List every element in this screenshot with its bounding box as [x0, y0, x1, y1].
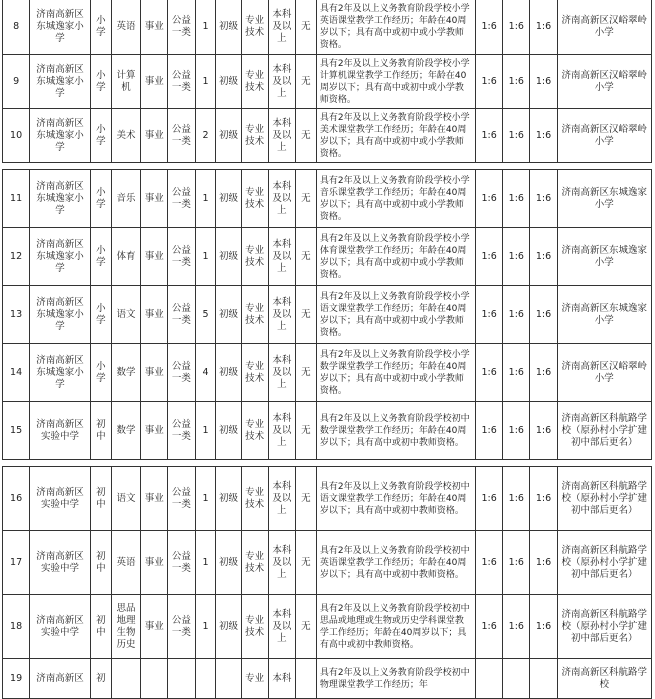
- cell-edu: 本科及以上: [268, 55, 295, 109]
- cell-loc: 济南高新区科航路学校（原孙村小学扩建初中部后更名）: [557, 467, 651, 531]
- cell-category: 公益一类: [168, 344, 195, 402]
- cell-type: 事业: [141, 595, 168, 659]
- cell-level: 初中: [90, 595, 111, 659]
- cell-unit: 济南高新区东城逸家小学: [30, 228, 91, 286]
- cell-edu: 本科: [268, 659, 295, 699]
- cell-category: 公益一类: [168, 109, 195, 163]
- cell-category: 公益一类: [168, 531, 195, 595]
- cell-count: 1: [195, 0, 216, 55]
- section-gap: [3, 460, 652, 467]
- cell-count: 1: [195, 170, 216, 228]
- cell-grade: 初级: [216, 402, 241, 460]
- cell-r3: 1:6: [530, 170, 557, 228]
- cell-r3: 1:6: [530, 286, 557, 344]
- cell-post: 专业技术: [241, 170, 268, 228]
- cell-grade: 初级: [216, 170, 241, 228]
- cell-subject: 数学: [111, 402, 140, 460]
- cell-level: 初中: [90, 531, 111, 595]
- cell-no: 15: [3, 402, 30, 460]
- cell-count: 1: [195, 467, 216, 531]
- cell-r1: 1:6: [476, 109, 503, 163]
- cell-req: 具有2年及以上义务教育阶段学校小学数学课堂教学工作经历；年龄在40周岁以下；具有高中或初中或小学教师资格。: [316, 344, 475, 402]
- cell-subject: 语文: [111, 286, 140, 344]
- cell-req: 具有2年及以上义务教育阶段学校初中语文课堂教学工作经历；年龄在40周岁以下；具有高中或初中教师资格。: [316, 467, 475, 531]
- cell-unit: 济南高新区东城逸家小学: [30, 55, 91, 109]
- cell-req: 具有2年及以上义务教育阶段学校小学美术课堂教学工作经历；年龄在40周岁以下；具有高中或初中或小学教师资格。: [316, 109, 475, 163]
- cell-grade: 初级: [216, 109, 241, 163]
- cell-req: 具有2年及以上义务教育阶段学校小学音乐课堂教学工作经历；年龄在40周岁以下；具有高中或初中或小学教师资格。: [316, 170, 475, 228]
- cell-no: 18: [3, 595, 30, 659]
- cell-edu: 本科及以上: [268, 531, 295, 595]
- cell-r2: 1:6: [503, 467, 530, 531]
- cell-count: 1: [195, 595, 216, 659]
- cell-req: 具有2年及以上义务教育阶段学校小学语文课堂教学工作经历；年龄在40周岁以下；具有高中或初中或小学教师资格。: [316, 286, 475, 344]
- recruitment-table: [2, 0, 652, 699]
- cell-level: 小学: [90, 109, 111, 163]
- cell-subject: 英语: [111, 531, 140, 595]
- cell-category: 公益一类: [168, 55, 195, 109]
- cell-subject: 英语: [111, 0, 140, 55]
- cell-category: 公益一类: [168, 228, 195, 286]
- cell-level: 初: [90, 659, 111, 699]
- table-row: [3, 55, 652, 109]
- cell-r2: 1:6: [503, 55, 530, 109]
- cell-post: 专业技术: [241, 344, 268, 402]
- cell-edu: 本科及以上: [268, 467, 295, 531]
- cell-grade: 初级: [216, 467, 241, 531]
- cell-loc: 济南高新区汉峪翠岭小学: [557, 344, 651, 402]
- cell-edu: 本科及以上: [268, 286, 295, 344]
- cell-count: 1: [195, 531, 216, 595]
- table-row: [3, 531, 652, 595]
- cell-count: 5: [195, 286, 216, 344]
- cell-level: 小学: [90, 170, 111, 228]
- cell-post: 专业技术: [241, 402, 268, 460]
- cell-subject: 数学: [111, 344, 140, 402]
- cell-edu: 本科及以上: [268, 595, 295, 659]
- cell-edu: 本科及以上: [268, 170, 295, 228]
- cell-loc: 济南高新区汉峪翠岭小学: [557, 0, 651, 55]
- cell-req: 具有2年及以上义务教育阶段学校初中英语课堂教学工作经历；年龄在40周岁以下；具有高中或初中教师资格。: [316, 531, 475, 595]
- section-gap: [3, 163, 652, 170]
- cell-degree: 无: [295, 55, 316, 109]
- cell-type: 事业: [141, 170, 168, 228]
- cell-subject: [111, 659, 140, 699]
- cell-grade: 初级: [216, 0, 241, 55]
- cell-level: 初中: [90, 402, 111, 460]
- cell-loc: 济南高新区东城逸家小学: [557, 228, 651, 286]
- cell-subject: 体育: [111, 228, 140, 286]
- cell-level: 小学: [90, 344, 111, 402]
- cell-grade: 初级: [216, 228, 241, 286]
- cell-level: 初中: [90, 467, 111, 531]
- cell-degree: 无: [295, 228, 316, 286]
- cell-unit: 济南高新区: [30, 659, 91, 699]
- cell-type: 事业: [141, 0, 168, 55]
- cell-no: 19: [3, 659, 30, 699]
- cell-post: 专业技术: [241, 228, 268, 286]
- cell-r2: 1:6: [503, 402, 530, 460]
- cell-type: 事业: [141, 109, 168, 163]
- cell-post: 专业技术: [241, 55, 268, 109]
- cell-count: 1: [195, 55, 216, 109]
- cell-r1: 1:6: [476, 531, 503, 595]
- cell-degree: 无: [295, 0, 316, 55]
- cell-subject: 音乐: [111, 170, 140, 228]
- cell-post: 专业: [241, 659, 268, 699]
- cell-no: 11: [3, 170, 30, 228]
- cell-unit: 济南高新区东城逸家小学: [30, 170, 91, 228]
- cell-r3: 1:6: [530, 467, 557, 531]
- cell-req: 具有2年及以上义务教育阶段学校初中物理课堂教学工作经历；年: [316, 659, 475, 699]
- cell-r1: 1:6: [476, 595, 503, 659]
- cell-grade: 初级: [216, 531, 241, 595]
- cell-r1: 1:6: [476, 228, 503, 286]
- cell-category: [168, 659, 195, 699]
- cell-r2: 1:6: [503, 595, 530, 659]
- cell-type: 事业: [141, 531, 168, 595]
- cell-edu: 本科及以上: [268, 344, 295, 402]
- cell-subject: 美术: [111, 109, 140, 163]
- cell-r2: 1:6: [503, 286, 530, 344]
- cell-no: 14: [3, 344, 30, 402]
- cell-loc: 济南高新区东城逸家小学: [557, 170, 651, 228]
- cell-post: 专业技术: [241, 0, 268, 55]
- cell-r3: 1:6: [530, 55, 557, 109]
- cell-r1: 1:6: [476, 344, 503, 402]
- cell-post: 专业技术: [241, 286, 268, 344]
- cell-edu: 本科及以上: [268, 228, 295, 286]
- cell-edu: 本科及以上: [268, 109, 295, 163]
- cell-r3: 1:6: [530, 344, 557, 402]
- cell-category: 公益一类: [168, 595, 195, 659]
- cell-unit: 济南高新区东城逸家小学: [30, 286, 91, 344]
- cell-req: 具有2年及以上义务教育阶段学校初中数学课堂教学工作经历；年龄在40周岁以下；具有高中或初中教师资格。: [316, 402, 475, 460]
- table-row: [3, 109, 652, 163]
- cell-degree: 无: [295, 531, 316, 595]
- cell-type: 事业: [141, 55, 168, 109]
- table-row: [3, 286, 652, 344]
- table-row: [3, 595, 652, 659]
- cell-r2: 1:6: [503, 344, 530, 402]
- cell-post: 专业技术: [241, 595, 268, 659]
- cell-grade: 初级: [216, 55, 241, 109]
- cell-r1: 1:6: [476, 402, 503, 460]
- cell-unit: 济南高新区实验中学: [30, 402, 91, 460]
- cell-count: 1: [195, 228, 216, 286]
- cell-no: 10: [3, 109, 30, 163]
- cell-category: 公益一类: [168, 0, 195, 55]
- cell-degree: 无: [295, 170, 316, 228]
- cell-degree: 无: [295, 467, 316, 531]
- cell-degree: 无: [295, 402, 316, 460]
- table-row: [3, 402, 652, 460]
- table-row: [3, 467, 652, 531]
- cell-grade: 初级: [216, 344, 241, 402]
- table-row: [3, 0, 652, 55]
- cell-count: 2: [195, 109, 216, 163]
- cell-type: 事业: [141, 286, 168, 344]
- cell-r3: 1:6: [530, 228, 557, 286]
- cell-no: 16: [3, 467, 30, 531]
- cell-r2: 1:6: [503, 0, 530, 55]
- cell-r1: 1:6: [476, 0, 503, 55]
- cell-degree: 无: [295, 286, 316, 344]
- cell-post: 专业技术: [241, 531, 268, 595]
- cell-r3: 1:6: [530, 109, 557, 163]
- cell-unit: 济南高新区东城逸家小学: [30, 0, 91, 55]
- cell-degree: 无: [295, 595, 316, 659]
- cell-r2: 1:6: [503, 228, 530, 286]
- cell-r1: 1:6: [476, 170, 503, 228]
- cell-grade: 初级: [216, 286, 241, 344]
- cell-no: 12: [3, 228, 30, 286]
- cell-type: 事业: [141, 467, 168, 531]
- cell-r1: 1:6: [476, 55, 503, 109]
- cell-category: 公益一类: [168, 286, 195, 344]
- cell-grade: 初级: [216, 595, 241, 659]
- cell-level: 小学: [90, 286, 111, 344]
- cell-edu: 本科及以上: [268, 0, 295, 55]
- cell-no: 9: [3, 55, 30, 109]
- cell-count: 4: [195, 344, 216, 402]
- cell-count: [195, 659, 216, 699]
- cell-loc: 济南高新区科航路学校（原孙村小学扩建初中部后更名）: [557, 531, 651, 595]
- cell-r3: 1:6: [530, 402, 557, 460]
- cell-loc: 济南高新区科航路学校（原孙村小学扩建初中部后更名）: [557, 402, 651, 460]
- cell-grade: [216, 659, 241, 699]
- table-row: [3, 228, 652, 286]
- cell-category: 公益一类: [168, 402, 195, 460]
- cell-level: 小学: [90, 0, 111, 55]
- cell-loc: 济南高新区汉峪翠岭小学: [557, 109, 651, 163]
- cell-r2: [503, 659, 530, 699]
- cell-level: 小学: [90, 55, 111, 109]
- cell-loc: 济南高新区东城逸家小学: [557, 286, 651, 344]
- cell-count: 1: [195, 402, 216, 460]
- cell-r2: 1:6: [503, 170, 530, 228]
- cell-r2: 1:6: [503, 531, 530, 595]
- cell-type: 事业: [141, 402, 168, 460]
- cell-r2: 1:6: [503, 109, 530, 163]
- table-row: [3, 170, 652, 228]
- cell-unit: 济南高新区实验中学: [30, 467, 91, 531]
- cell-req: 具有2年及以上义务教育阶段学校小学体育课堂教学工作经历；年龄在40周岁以下；具有高中或初中或小学教师资格。: [316, 228, 475, 286]
- cell-unit: 济南高新区实验中学: [30, 531, 91, 595]
- cell-r1: 1:6: [476, 467, 503, 531]
- cell-no: 13: [3, 286, 30, 344]
- cell-no: 8: [3, 0, 30, 55]
- cell-req: 具有2年及以上义务教育阶段学校小学英语课堂教学工作经历；年龄在40周岁以下；具有高中或初中或小学教师资格。: [316, 0, 475, 55]
- table-row: [3, 344, 652, 402]
- cell-type: 事业: [141, 344, 168, 402]
- cell-r3: 1:6: [530, 0, 557, 55]
- cell-edu: 本科及以上: [268, 402, 295, 460]
- cell-subject: 语文: [111, 467, 140, 531]
- cell-unit: 济南高新区东城逸家小学: [30, 344, 91, 402]
- cell-req: 具有2年及以上义务教育阶段学校初中思品或地理或生物或历史学科课堂教学工作经历；年龄在40周岁以下；具有高中或初中教师资格。: [316, 595, 475, 659]
- cell-loc: 济南高新区科航路学校（原孙村小学扩建初中部后更名）: [557, 595, 651, 659]
- cell-post: 专业技术: [241, 109, 268, 163]
- cell-r1: 1:6: [476, 286, 503, 344]
- cell-subject: 思品地理生物历史: [111, 595, 140, 659]
- cell-no: 17: [3, 531, 30, 595]
- cell-type: [141, 659, 168, 699]
- cell-r3: 1:6: [530, 531, 557, 595]
- cell-subject: 计算机: [111, 55, 140, 109]
- cell-degree: [295, 659, 316, 699]
- cell-loc: 济南高新区汉峪翠岭小学: [557, 55, 651, 109]
- cell-type: 事业: [141, 228, 168, 286]
- cell-level: 小学: [90, 228, 111, 286]
- cell-req: 具有2年及以上义务教育阶段学校小学计算机课堂教学工作经历；年龄在40周岁以下；具有高中或初中或小学教师资格。: [316, 55, 475, 109]
- cell-category: 公益一类: [168, 467, 195, 531]
- cell-degree: 无: [295, 344, 316, 402]
- cell-r3: 1:6: [530, 595, 557, 659]
- cell-unit: 济南高新区实验中学: [30, 595, 91, 659]
- cell-r1: [476, 659, 503, 699]
- cell-unit: 济南高新区东城逸家小学: [30, 109, 91, 163]
- cell-loc: 济南高新区科航路学校: [557, 659, 651, 699]
- table-row: [3, 659, 652, 699]
- cell-post: 专业技术: [241, 467, 268, 531]
- cell-category: 公益一类: [168, 170, 195, 228]
- cell-degree: 无: [295, 109, 316, 163]
- cell-r3: [530, 659, 557, 699]
